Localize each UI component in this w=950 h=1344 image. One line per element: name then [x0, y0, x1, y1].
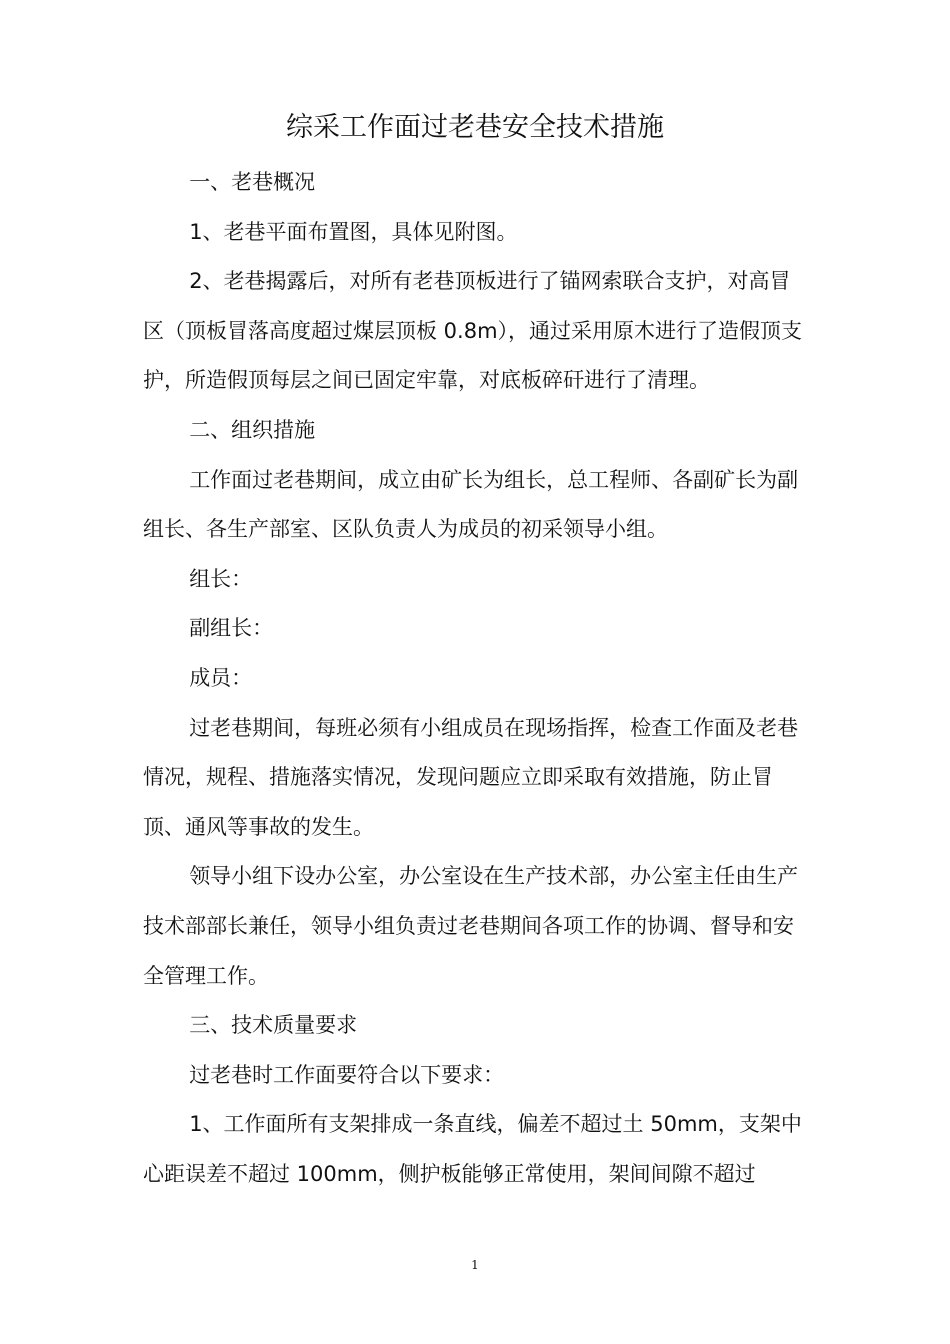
- page-number: 1: [471, 1258, 479, 1272]
- document-title: 综采工作面过老巷安全技术措施: [286, 112, 664, 143]
- paragraph: 领导小组下设办公室，办公室设在生产技术部，办公室主任由生产技术部部长兼任，领导小组负责过老巷期间各项工作的协调、督导和安全管理工作。: [143, 864, 799, 988]
- members-label: 成员：: [189, 665, 253, 690]
- section-heading-1: 一、老巷概况: [189, 170, 316, 194]
- paragraph: 过老巷时工作面要符合以下要求：: [189, 1062, 505, 1087]
- deputy-leader-label: 副组长：: [189, 616, 274, 641]
- paragraph: 1、工作面所有支架排成一条直线，偏差不超过土 50mm，支架中心距误差不超过 100mm，侧护板能够正常使用，架间间隙不超过: [143, 1112, 802, 1186]
- paragraph: 1、老巷平面布置图，具体见附图。: [189, 219, 518, 244]
- paragraph: 工作面过老巷期间，成立由矿长为组长，总工程师、各副矿长为副组长、各生产部室、区队负责人为成员的初采领导小组。: [143, 467, 799, 542]
- paragraph: 2、老巷揭露后，对所有老巷顶板进行了锚网索联合支护，对高冒区（顶板冒落高度超过煤层顶板 0.8m），通过采用原木进行了造假顶支护，所造假顶每层之间已固定牢靠，对底板碎矸进行了清理。: [143, 269, 803, 393]
- section-heading-2: 二、组织措施: [189, 417, 316, 442]
- team-leader-label: 组长：: [189, 566, 253, 591]
- document-body: [143, 158, 807, 1199]
- section-heading-3: 三、技术质量要求: [189, 1013, 358, 1038]
- paragraph: 过老巷期间，每班必须有小组成员在现场指挥，检查工作面及老巷情况，规程、措施落实情况，发现问题应立即采取有效措施，防止冒顶、通风等事故的发生。: [143, 715, 799, 839]
